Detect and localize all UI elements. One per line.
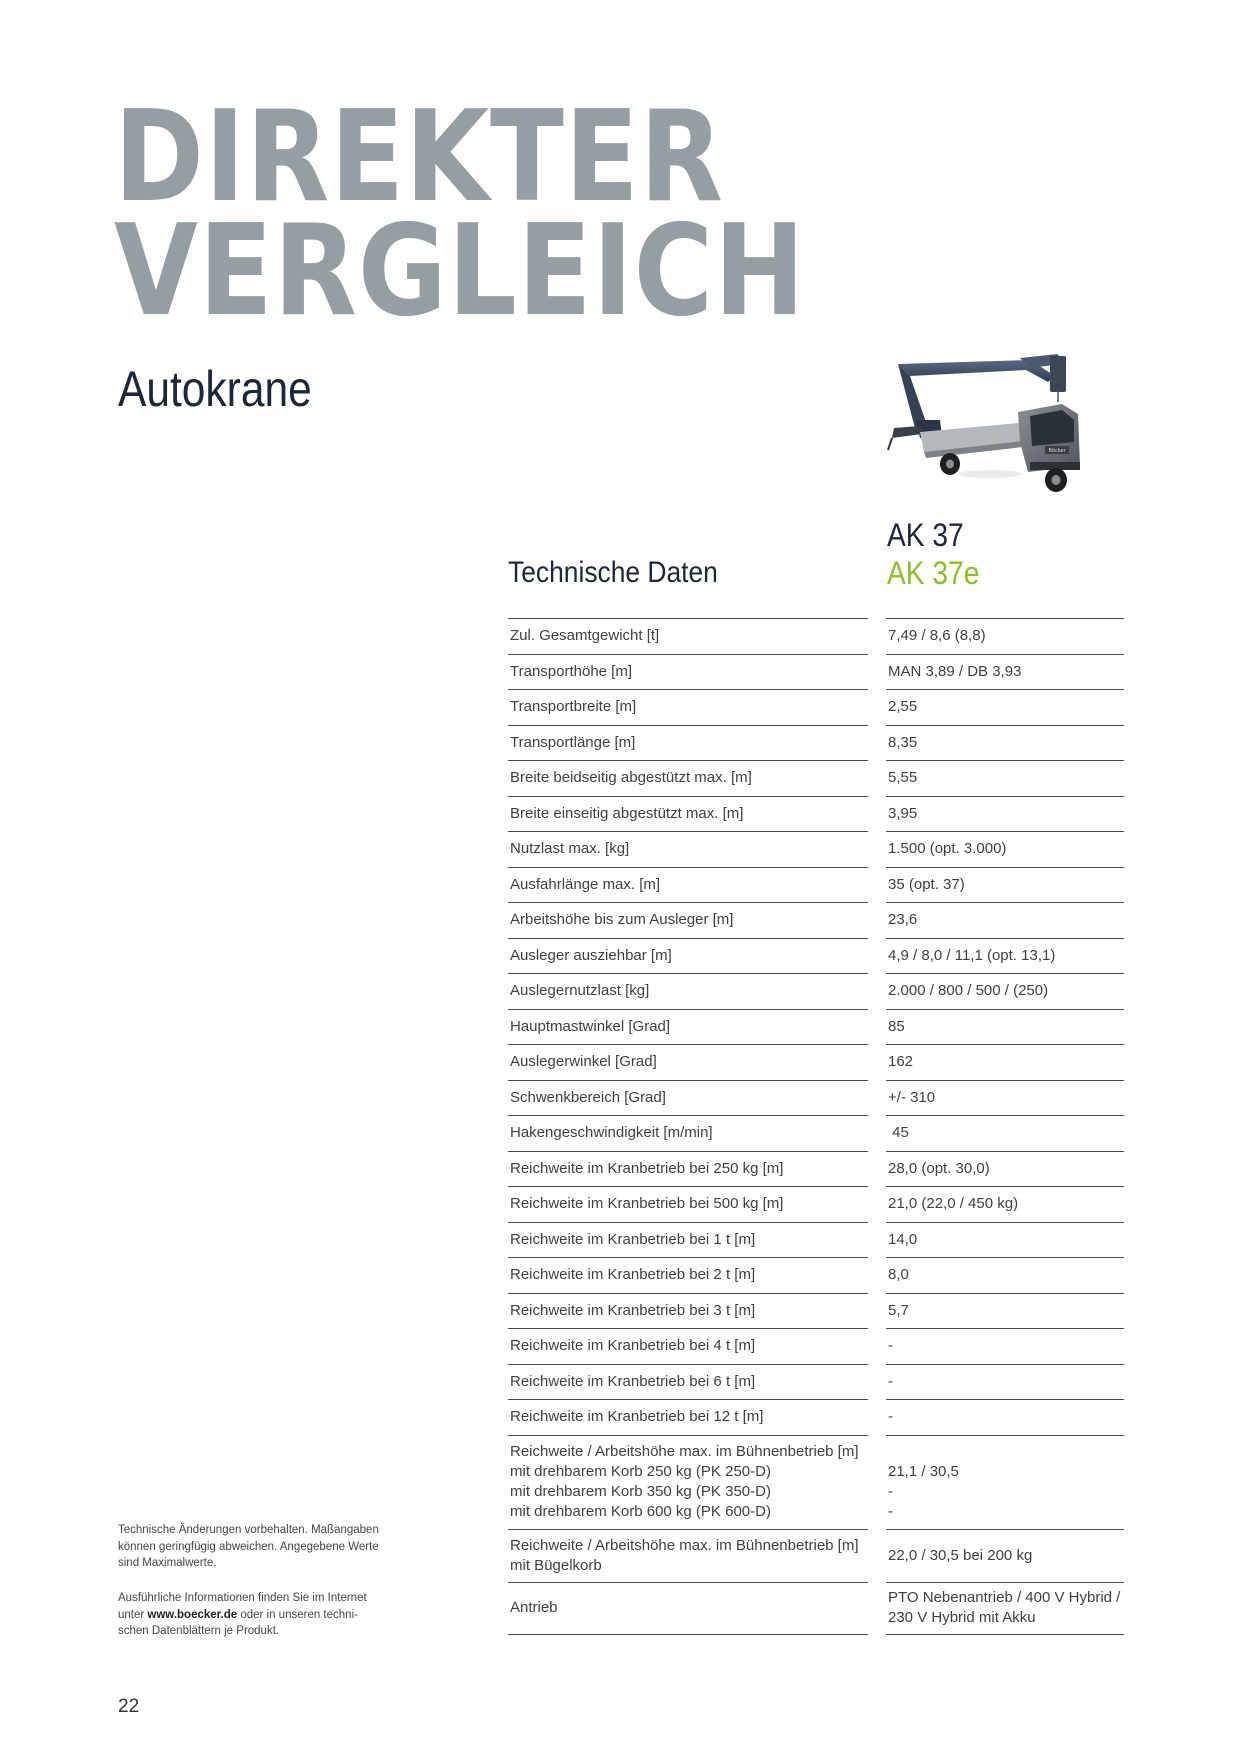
spec-value-line: 14,0: [888, 1230, 918, 1248]
spec-label-line: mit Bügelkorb: [510, 1556, 602, 1574]
spec-label-line: Transportbreite [m]: [510, 698, 637, 716]
spec-value-line: 8,0: [888, 1266, 909, 1284]
spec-label: [508, 796, 868, 832]
spec-label: [508, 902, 868, 938]
spec-gap: [868, 1293, 886, 1329]
spec-value-line: 45: [888, 1124, 909, 1142]
spec-gap: [868, 938, 886, 974]
spec-label: [508, 760, 868, 796]
spec-value: [886, 1529, 1124, 1582]
spec-value-line: 2,55: [888, 698, 918, 716]
spec-row: [508, 1222, 1124, 1258]
spec-gap: [868, 760, 886, 796]
spec-row: [508, 1529, 1124, 1582]
spec-row: [508, 689, 1124, 725]
spec-row: [508, 1044, 1124, 1080]
page-subtitle: Autokrane: [118, 361, 312, 417]
spec-value: [886, 1399, 1124, 1435]
spec-label-line: mit drehbarem Korb 250 kg (PK 250-D): [510, 1463, 771, 1480]
spec-label-line: Breite beidseitig abgestützt max. [m]: [510, 769, 752, 787]
disclaimer-line: können geringfügig abweichen. Angegebene Werte: [118, 1540, 379, 1553]
model-variant: AK 37e: [887, 555, 980, 591]
spec-label: [508, 618, 868, 654]
spec-value: [886, 689, 1124, 725]
spec-row: [508, 902, 1124, 938]
spec-label-line: mit drehbarem Korb 350 kg (PK 350-D): [510, 1483, 771, 1500]
spec-label: [508, 973, 868, 1009]
spec-gap: [868, 1257, 886, 1293]
spec-value-line: 21,0 (22,0 / 450 kg): [888, 1195, 1019, 1213]
spec-value-line: -: [888, 1372, 893, 1390]
spec-label-line: Breite einseitig abgestützt max. [m]: [510, 804, 744, 822]
spec-label-line: Ausfahrlänge max. [m]: [510, 875, 661, 893]
spec-label: [508, 1186, 868, 1222]
spec-gap: [868, 618, 886, 654]
disclaimer-line: Technische Änderungen vorbehalten. Maßangaben: [118, 1524, 379, 1536]
spec-value-line: 85: [888, 1017, 905, 1035]
info-note: [118, 1590, 388, 1640]
spec-label-line: Zul. Gesamtgewicht [t]: [510, 627, 660, 645]
spec-label: [508, 1582, 868, 1635]
spec-value: [886, 1293, 1124, 1329]
spec-label: [508, 1151, 868, 1187]
spec-row: [508, 1257, 1124, 1293]
spec-value-line: 5,7: [888, 1301, 909, 1319]
website-link[interactable]: www.boecker.de: [147, 1608, 238, 1621]
spec-label-line: Reichweite im Kranbetrieb bei 1 t [m]: [510, 1230, 756, 1248]
spec-row: [508, 796, 1124, 832]
spec-value-line: 35 (opt. 37): [888, 875, 965, 893]
spec-value-line: 230 V Hybrid mit Akku: [888, 1609, 1036, 1626]
page-number: 22: [118, 1696, 140, 1717]
spec-row: [508, 1582, 1124, 1635]
spec-label: [508, 1529, 868, 1582]
spec-value-line: -: [888, 1337, 893, 1355]
model-name: AK 37: [887, 517, 964, 553]
truck-crane-image: [880, 350, 1100, 500]
spec-value-line: PTO Nebenantrieb / 400 V Hybrid /: [888, 1589, 1121, 1606]
spec-value-line: 162: [888, 1053, 914, 1071]
spec-label: [508, 1044, 868, 1080]
section-title: Technische Daten: [508, 556, 718, 589]
spec-label-line: Schwenkbereich [Grad]: [510, 1088, 666, 1106]
spec-value: [886, 1222, 1124, 1258]
info-line: schen Datenblättern je Produkt.: [118, 1625, 280, 1637]
spec-gap: [868, 1080, 886, 1116]
spec-row: [508, 1293, 1124, 1329]
spec-row: [508, 1399, 1124, 1435]
spec-label: [508, 1293, 868, 1329]
spec-value-line: 2.000 / 800 / 500 / (250): [888, 982, 1049, 1000]
spec-row: [508, 867, 1124, 903]
spec-gap: [868, 1009, 886, 1045]
spec-label-line: Hauptmastwinkel [Grad]: [510, 1017, 671, 1035]
spec-label: [508, 1364, 868, 1400]
spec-label-line: Reichweite im Kranbetrieb bei 6 t [m]: [510, 1372, 756, 1390]
spec-value: [886, 654, 1124, 690]
spec-label: [508, 1080, 868, 1116]
spec-label-line: Antrieb: [510, 1599, 558, 1616]
spec-label: [508, 654, 868, 690]
spec-label-line: mit drehbarem Korb 600 kg (PK 600-D): [510, 1503, 771, 1520]
spec-label-line: Reichweite im Kranbetrieb bei 4 t [m]: [510, 1337, 756, 1355]
spec-value-line: 28,0 (opt. 30,0): [888, 1159, 990, 1177]
spec-row: [508, 1435, 1124, 1529]
spec-value-line: 3,95: [888, 804, 918, 822]
spec-value: [886, 1435, 1124, 1529]
spec-row: [508, 760, 1124, 796]
spec-row: [508, 618, 1124, 654]
spec-value-line: -: [888, 1503, 893, 1520]
spec-value-line: +/- 310: [888, 1088, 936, 1106]
spec-value-line: 5,55: [888, 769, 918, 787]
spec-value: [886, 973, 1124, 1009]
spec-label-line: Ausleger ausziehbar [m]: [510, 946, 672, 964]
spec-table: [508, 618, 1124, 1635]
title-line-2: VERGLEICH: [114, 197, 806, 344]
spec-label-line: Reichweite / Arbeitshöhe max. im Bühnenbetrieb [m]: [510, 1536, 859, 1554]
spec-label: [508, 1399, 868, 1435]
spec-value-line: 21,1 / 30,5: [888, 1463, 959, 1480]
spec-row: [508, 1080, 1124, 1116]
spec-label: [508, 725, 868, 761]
spec-gap: [868, 1044, 886, 1080]
spec-label-line: Auslegerwinkel [Grad]: [510, 1053, 657, 1071]
spec-value: [886, 1115, 1124, 1151]
info-text: oder in unseren techni-: [237, 1608, 358, 1621]
spec-gap: [868, 1364, 886, 1400]
spec-gap: [868, 1186, 886, 1222]
spec-value: [886, 1364, 1124, 1400]
spec-label: [508, 1115, 868, 1151]
spec-gap: [868, 973, 886, 1009]
spec-label-line: Transportlänge [m]: [510, 733, 636, 751]
spec-gap: [868, 796, 886, 832]
spec-label: [508, 1328, 868, 1364]
spec-gap: [868, 1399, 886, 1435]
spec-label-line: Reichweite im Kranbetrieb bei 2 t [m]: [510, 1266, 756, 1284]
spec-label: [508, 831, 868, 867]
spec-label: [508, 1257, 868, 1293]
spec-row: [508, 938, 1124, 974]
spec-value: [886, 1080, 1124, 1116]
spec-value: [886, 1151, 1124, 1187]
info-text: unter: [118, 1608, 148, 1621]
page-title: [114, 83, 806, 344]
spec-label: [508, 938, 868, 974]
spec-label-line: Nutzlast max. [kg]: [510, 840, 630, 858]
spec-label-line: Reichweite im Kranbetrieb bei 250 kg [m]: [510, 1159, 784, 1177]
spec-row: [508, 831, 1124, 867]
spec-label: [508, 1222, 868, 1258]
spec-label-line: Reichweite / Arbeitshöhe max. im Bühnenbetrieb [m]: [510, 1443, 859, 1460]
spec-value-line: 22,0 / 30,5 bei 200 kg: [888, 1546, 1033, 1564]
spec-value-line: 7,49 / 8,6 (8,8): [888, 627, 986, 645]
spec-label-line: Hakengeschwindigkeit [m/min]: [510, 1124, 713, 1142]
spec-row: [508, 1328, 1124, 1364]
spec-label-line: Arbeitshöhe bis zum Ausleger [m]: [510, 911, 734, 929]
spec-value: [886, 760, 1124, 796]
spec-gap: [868, 1582, 886, 1635]
spec-value: [886, 1044, 1124, 1080]
spec-value-line: -: [888, 1483, 893, 1500]
spec-label-line: Reichweite im Kranbetrieb bei 3 t [m]: [510, 1301, 756, 1319]
spec-value: [886, 831, 1124, 867]
spec-gap: [868, 867, 886, 903]
spec-gap: [868, 902, 886, 938]
spec-gap: [868, 725, 886, 761]
spec-value: [886, 867, 1124, 903]
info-line-link: [118, 1607, 388, 1624]
spec-label: [508, 1435, 868, 1529]
spec-gap: [868, 1222, 886, 1258]
spec-value: [886, 725, 1124, 761]
spec-value-line: -: [888, 1408, 893, 1426]
disclaimer-note: [118, 1522, 388, 1572]
spec-row: [508, 973, 1124, 1009]
spec-gap: [868, 689, 886, 725]
spec-label-line: Reichweite im Kranbetrieb bei 500 kg [m]: [510, 1195, 784, 1213]
spec-value-line: 8,35: [888, 733, 918, 751]
spec-value-line: 1.500 (opt. 3.000): [888, 840, 1007, 858]
spec-value: [886, 1257, 1124, 1293]
spec-value: [886, 1582, 1124, 1635]
title-line-1: DIREKTER: [114, 83, 724, 230]
spec-value: [886, 796, 1124, 832]
spec-gap: [868, 654, 886, 690]
spec-label: [508, 1009, 868, 1045]
spec-value: [886, 1009, 1124, 1045]
spec-row: [508, 1186, 1124, 1222]
spec-row: [508, 1115, 1124, 1151]
spec-value: [886, 1186, 1124, 1222]
spec-label-line: Transporthöhe [m]: [510, 662, 632, 680]
spec-gap: [868, 1529, 886, 1582]
disclaimer-line: sind Maximalwerte.: [118, 1557, 217, 1569]
spec-row: [508, 1364, 1124, 1400]
spec-value-line: MAN 3,89 / DB 3,93: [888, 662, 1022, 680]
info-line: Ausführliche Informationen finden Sie im Internet: [118, 1592, 367, 1604]
spec-value-line: 4,9 / 8,0 / 11,1 (opt. 13,1): [888, 946, 1056, 964]
spec-value-line: 23,6: [888, 911, 918, 929]
spec-label-line: Auslegernutzlast [kg]: [510, 982, 650, 1000]
spec-label: [508, 689, 868, 725]
spec-label: [508, 867, 868, 903]
spec-gap: [868, 1151, 886, 1187]
spec-row: [508, 725, 1124, 761]
spec-label-line: Reichweite im Kranbetrieb bei 12 t [m]: [510, 1408, 764, 1426]
spec-row: [508, 1151, 1124, 1187]
spec-value: [886, 1328, 1124, 1364]
boecker-logo: Böcker: [1048, 448, 1066, 454]
spec-row: [508, 1009, 1124, 1045]
spec-value: [886, 618, 1124, 654]
spec-gap: [868, 1115, 886, 1151]
spec-value: [886, 902, 1124, 938]
spec-gap: [868, 1328, 886, 1364]
spec-gap: [868, 1435, 886, 1529]
spec-gap: [868, 831, 886, 867]
spec-value: [886, 938, 1124, 974]
spec-row: [508, 654, 1124, 690]
